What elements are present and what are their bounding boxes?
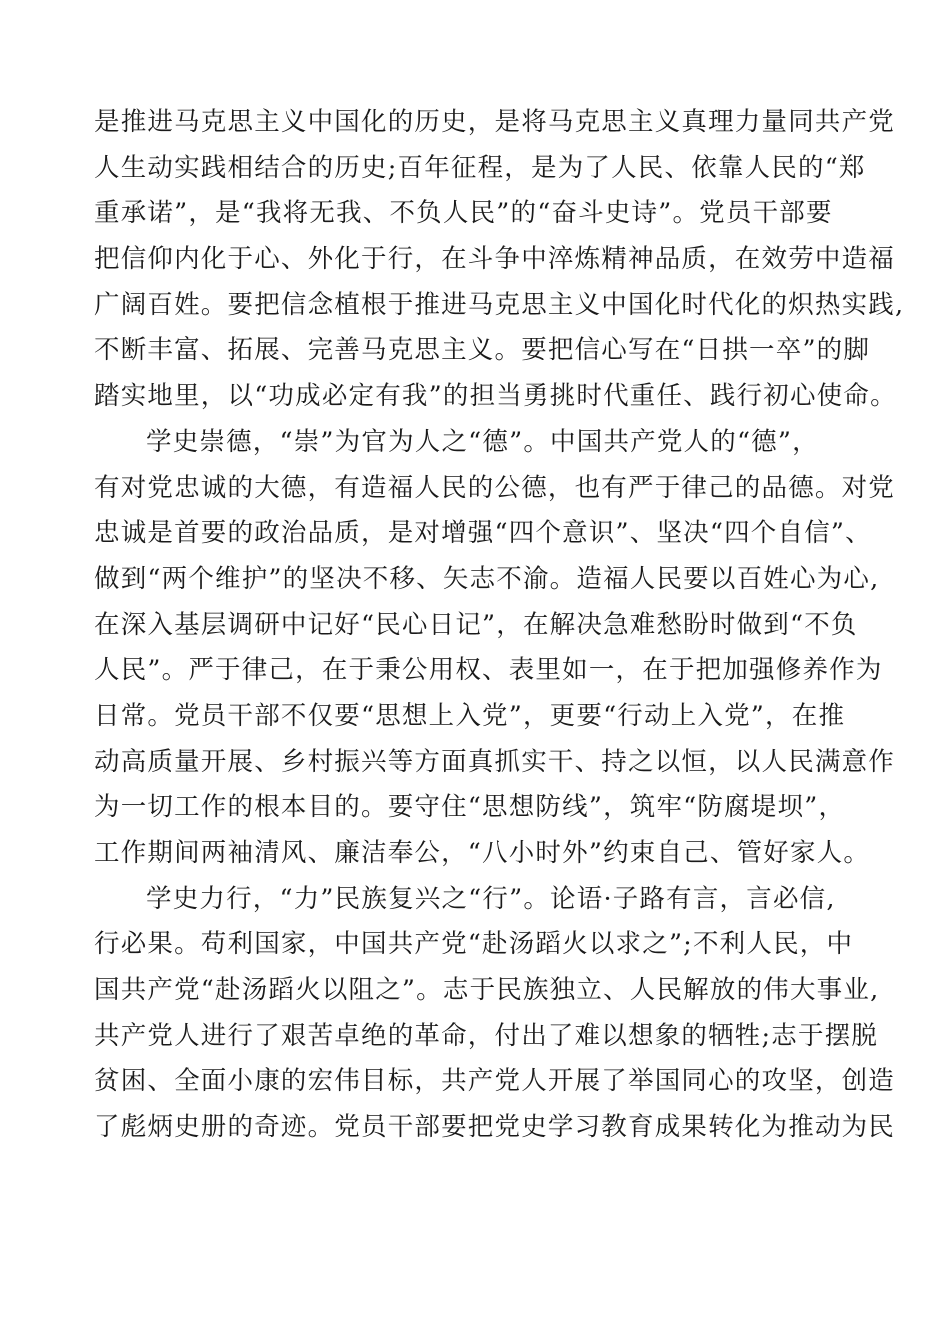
text-line: 不断丰富、拓展、完善马克思主义。要把信心写在“日拱一卒”的脚: [94, 335, 871, 366]
text-line: 工作期间两袖清风、廉洁奉公，“八小时外”约束自己、管好家人。: [94, 838, 871, 868]
paragraph-start-line: 学史力行，“力”民族复兴之“行”。论语·子路有言，言必信,: [146, 883, 836, 914]
text-line: 动高质量开展、乡村振兴等方面真抓实干、持之以恒，以人民满意作: [94, 746, 896, 777]
text-line: 把信仰内化于心、外化于行，在斗争中淬炼精神品质，在效劳中造福: [94, 244, 896, 275]
text-line: 是推进马克思主义中国化的历史，是将马克思主义真理力量同共产党: [94, 107, 896, 137]
text-line: 踏实地里，以“功成必定有我”的担当勇挑时代重任、践行初心使命。: [94, 381, 897, 412]
text-line: 共产党人进行了艰苦卓绝的革命，付出了难以想象的牺牲;志于摆脱: [94, 1020, 879, 1051]
text-line: 为一切工作的根本目的。要守住“思想防线”，筑牢“防腐堤坝”，: [94, 792, 846, 823]
text-line: 人民”。严于律己，在于秉公用权、表里如一，在于把加强修养作为: [94, 655, 883, 686]
text-line: 有对党忠诚的大德，有造福人民的公德，也有严于律己的品德。对党: [94, 472, 896, 503]
text-line: 重承诺”，是“我将无我、不负人民”的“奋斗史诗”。党员干部要: [94, 198, 833, 229]
text-line: 了彪炳史册的奇迹。党员干部要把党史学习教育成果转化为推动为民: [94, 1112, 896, 1143]
text-line: 人生动实践相结合的历史;百年征程，是为了人民、依靠人民的“郑: [94, 152, 866, 183]
text-line: 日常。党员干部不仅要“思想上入党”，更要“行动上入党”，在推: [94, 700, 846, 731]
text-line: 在深入基层调研中记好“民心日记”，在解决急难愁盼时做到“不负: [94, 609, 858, 640]
text-line: 做到“两个维护”的坚决不移、矢志不渝。造福人民要以百姓心为心,: [94, 563, 880, 594]
text-line: 贫困、全面小康的宏伟目标，共产党人开展了举国同心的攻坚，创造: [94, 1066, 896, 1097]
text-line: 国共产党“赴汤蹈火以阻之”。志于民族独立、人民解放的伟大事业,: [94, 975, 880, 1006]
text-line: 广阔百姓。要把信念植根于推进马克思主义中国化时代化的炽热实践,: [94, 289, 905, 320]
paragraph-start-line: 学史崇德，“崇”为官为人之“德”。中国共产党人的“德”，: [146, 426, 819, 457]
text-line: 行必果。苟利国家，中国共产党“赴汤蹈火以求之”;不利人民，中: [94, 929, 854, 960]
text-line: 忠诚是首要的政治品质，是对增强“四个意识”、坚决“四个自信”、: [94, 518, 872, 549]
body-text: [94, 100, 905, 1151]
